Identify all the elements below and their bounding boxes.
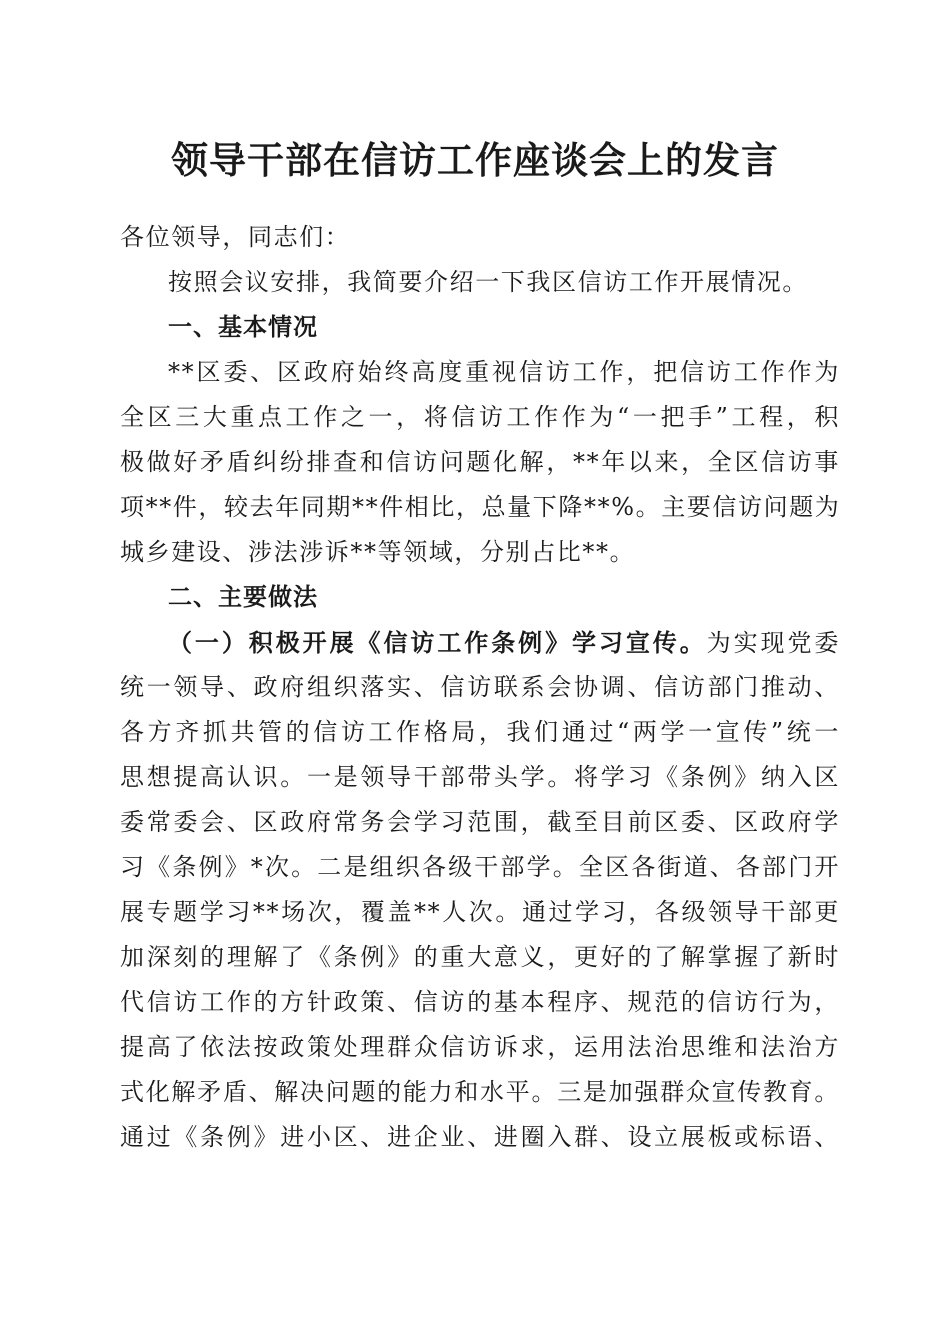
paragraph-line: 加深刻的理解了《条例》的重大意义，更好的了解掌握了新时 — [120, 943, 840, 971]
paragraph-line: 项**件，较去年同期**件相比，总量下降**%。主要信访问题为 — [120, 493, 841, 521]
paragraph-line: 全区三大重点工作之一，将信访工作作为“一把手”工程，积 — [120, 403, 840, 431]
paragraph-line: 城乡建设、涉法涉诉**等领域，分别占比**。 — [120, 538, 636, 566]
paragraph-line: 各方齐抓共管的信访工作格局，我们通过“两学一宣传”统一 — [120, 718, 840, 746]
salutation: 各位领导，同志们： — [120, 223, 351, 251]
paragraph-line: 习《条例》*次。二是组织各级干部学。全区各街道、各部门开 — [120, 853, 840, 881]
paragraph-text: 为实现党委 — [706, 629, 841, 657]
paragraph-line: 代信访工作的方针政策、信访的基本程序、规范的信访行为， — [120, 988, 840, 1016]
subsection-line — [120, 620, 840, 665]
paragraph-line: 思想提高认识。一是领导干部带头学。将学习《条例》纳入区 — [120, 763, 840, 791]
subsection-heading: （一）积极开展《信访工作条例》学习宣传。 — [168, 628, 707, 657]
paragraph-line: 统一领导、政府组织落实、信访联系会协调、信访部门推动、 — [120, 673, 840, 701]
intro-paragraph: 按照会议安排，我简要介绍一下我区信访工作开展情况。 — [168, 268, 808, 296]
paragraph-line: 通过《条例》进小区、进企业、进圈入群、设立展板或标语、 — [120, 1123, 840, 1151]
paragraph-line: 式化解矛盾、解决问题的能力和水平。三是加强群众宣传教育。 — [120, 1078, 840, 1106]
paragraph-line: 委常委会、区政府常务会学习范围，截至目前区委、区政府学 — [120, 808, 840, 836]
document-body — [120, 215, 840, 1160]
section-heading-main-practices: 二、主要做法 — [168, 583, 318, 611]
paragraph-line: 极做好矛盾纠纷排查和信访问题化解，**年以来，全区信访事 — [120, 448, 840, 476]
paragraph-line: **区委、区政府始终高度重视信访工作，把信访工作作为 — [168, 358, 840, 386]
section-heading-basic-situation: 一、基本情况 — [168, 313, 318, 341]
document-title: 领导干部在信访工作座谈会上的发言 — [171, 138, 779, 182]
paragraph-line: 展专题学习**场次，覆盖**人次。通过学习，各级领导干部更 — [120, 898, 840, 926]
paragraph-line: 提高了依法按政策处理群众信访诉求，运用法治思维和法治方 — [120, 1033, 840, 1061]
